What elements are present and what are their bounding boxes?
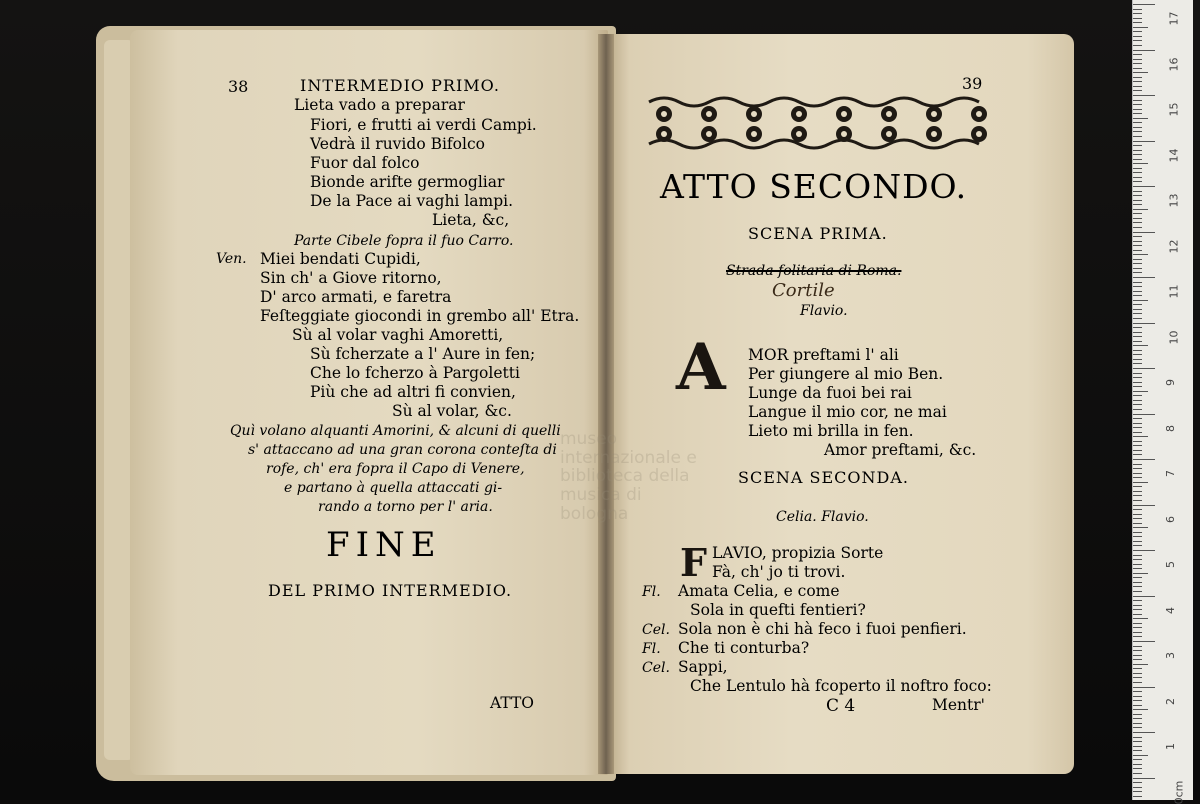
ruler-number: 3 <box>1164 652 1177 659</box>
ruler-tick <box>1133 727 1142 728</box>
ruler-tick <box>1133 650 1142 651</box>
ruler-tick <box>1133 13 1142 14</box>
ruler-tick <box>1133 336 1142 337</box>
ruler-tick <box>1133 204 1142 205</box>
ruler-tick <box>1133 40 1142 41</box>
scene-characters: Celia. Flavio. <box>776 509 869 525</box>
ruler-tick <box>1133 127 1142 128</box>
handwritten-correction: Cortile <box>772 280 835 301</box>
ruler-tick <box>1133 454 1142 455</box>
ruler-tick <box>1133 159 1142 160</box>
stage-direction: s' attaccano ad una gran corona conteſta di <box>248 442 557 458</box>
stage-direction: Parte Cibele fopra il fuo Carro. <box>294 233 514 249</box>
ruler-tick <box>1133 700 1142 701</box>
verse-line: Più che ad altri fi convien, <box>310 383 516 401</box>
verse-line: D' arco armati, e faretra <box>260 288 452 306</box>
ruler-tick <box>1133 81 1142 82</box>
ruler-tick <box>1133 363 1142 364</box>
ruler-tick <box>1133 696 1142 697</box>
ruler-number: 17 <box>1167 11 1181 26</box>
verse-line: Sù al volar vaghi Amoretti, <box>292 326 504 344</box>
scene-title: SCENA PRIMA. <box>748 224 888 243</box>
ruler-tick <box>1133 181 1142 182</box>
signature-mark: C 4 <box>826 696 856 716</box>
ruler-tick <box>1133 791 1142 792</box>
ruler-tick <box>1133 145 1142 146</box>
dialogue-line: Fà, ch' jo ti trovi. <box>712 563 846 581</box>
speaker-label: Fl. <box>642 641 661 657</box>
ruler-tick <box>1133 245 1142 246</box>
measuring-ruler <box>1132 0 1193 804</box>
ruler-tick <box>1133 564 1142 565</box>
speaker-label: Cel. <box>642 622 670 638</box>
ruler-tick <box>1133 482 1148 483</box>
ruler-tick <box>1133 646 1142 647</box>
ruler-tick <box>1133 459 1155 460</box>
ruler-tick <box>1133 591 1142 592</box>
ruler-number: 15 <box>1167 102 1181 117</box>
ruler-tick <box>1133 623 1142 624</box>
left-page-number: 38 <box>228 77 249 96</box>
ruler-tick <box>1133 200 1142 201</box>
verse-line: Lieta vado a preparar <box>294 96 465 114</box>
aria-line: Lunge da fuoi bei rai <box>748 384 912 402</box>
ruler-tick <box>1133 409 1142 410</box>
ruler-tick <box>1133 609 1142 610</box>
dialogue-line: Sappi, <box>678 658 728 676</box>
ruler-number: 0cm <box>1172 780 1186 804</box>
ruler-tick <box>1133 172 1142 173</box>
ruler-tick <box>1133 773 1142 774</box>
ruler-tick <box>1133 95 1155 96</box>
ruler-tick <box>1133 705 1142 706</box>
ruler-tick <box>1133 527 1148 528</box>
ruler-tick <box>1133 677 1142 678</box>
ruler-tick <box>1133 100 1142 101</box>
fine-subtitle: DEL PRIMO INTERMEDIO. <box>268 581 513 600</box>
ruler-tick <box>1133 659 1142 660</box>
ruler-tick <box>1133 541 1142 542</box>
ruler-tick <box>1133 141 1155 142</box>
ruler-number: 11 <box>1167 284 1181 299</box>
ruler-tick <box>1133 473 1142 474</box>
ruler-tick <box>1133 177 1142 178</box>
ruler-tick <box>1133 404 1142 405</box>
ruler-tick <box>1133 691 1142 692</box>
ruler-tick <box>1133 45 1142 46</box>
ruler-tick <box>1133 309 1142 310</box>
ruler-number: 7 <box>1164 470 1177 477</box>
verse-line: Fuor dal folco <box>310 154 420 172</box>
ruler-tick <box>1133 286 1142 287</box>
verse-line: Fiori, e frutti ai verdi Campi. <box>310 116 537 134</box>
ruler-tick <box>1133 268 1142 269</box>
ruler-tick <box>1133 632 1142 633</box>
stage-direction: Quì volano alquanti Amorini, & alcuni di quelli <box>230 423 561 439</box>
ruler-tick <box>1133 737 1142 738</box>
ruler-tick <box>1133 718 1142 719</box>
ruler-tick <box>1133 464 1142 465</box>
ruler-tick <box>1133 655 1142 656</box>
ruler-tick <box>1133 782 1142 783</box>
ruler-tick <box>1133 573 1148 574</box>
ruler-tick <box>1133 373 1142 374</box>
scene-setting-struck: Strada folitaria di Roma. <box>726 263 902 279</box>
ruler-tick <box>1133 77 1142 78</box>
ruler-tick <box>1133 514 1142 515</box>
ruler-number: 10 <box>1167 330 1181 344</box>
ruler-tick <box>1133 313 1142 314</box>
verse-line: Bionde arifte germogliar <box>310 173 505 191</box>
ruler-tick <box>1133 195 1142 196</box>
ruler-tick <box>1133 495 1142 496</box>
ruler-tick <box>1133 154 1142 155</box>
catchword: ATTO <box>490 694 535 712</box>
ruler-tick <box>1133 254 1148 255</box>
ruler-number: 8 <box>1164 424 1177 432</box>
ruler-number: 14 <box>1167 148 1181 162</box>
ruler-tick <box>1133 764 1142 765</box>
ruler-number: 1 <box>1164 743 1177 750</box>
ruler-tick <box>1133 104 1142 105</box>
ruler-tick <box>1133 600 1142 601</box>
ruler-tick <box>1133 746 1142 747</box>
ruler-tick <box>1133 150 1142 151</box>
ruler-tick <box>1133 191 1142 192</box>
ruler-tick <box>1133 59 1142 60</box>
ruler-tick <box>1133 90 1142 91</box>
ruler-tick <box>1133 186 1155 187</box>
speaker-label: Cel. <box>642 660 670 676</box>
ruler-tick <box>1133 400 1142 401</box>
ruler-tick <box>1133 468 1142 469</box>
ruler-tick <box>1133 209 1148 210</box>
ruler-tick <box>1133 555 1142 556</box>
ruler-tick <box>1133 559 1142 560</box>
ruler-tick <box>1133 295 1142 296</box>
ruler-tick <box>1133 368 1155 369</box>
dialogue-line: Sola non è chi hà feco i fuoi penfieri. <box>678 620 967 638</box>
ruler-tick <box>1133 582 1142 583</box>
ruler-tick <box>1133 532 1142 533</box>
aria-line: Amor preftami, &c. <box>824 441 977 459</box>
ruler-number: 13 <box>1167 193 1181 208</box>
ruler-tick <box>1133 222 1142 223</box>
ruler-tick <box>1133 627 1142 628</box>
fine-heading: FINE <box>326 525 442 565</box>
ruler-tick <box>1133 500 1142 501</box>
ruler-tick <box>1133 586 1142 587</box>
verse-line: Sù fcherzate a l' Aure in fen; <box>310 345 536 363</box>
ruler-tick <box>1133 277 1155 278</box>
ruler-number: 9 <box>1164 379 1177 386</box>
ruler-tick <box>1133 445 1142 446</box>
ruler-tick <box>1133 759 1142 760</box>
ruler-tick <box>1133 741 1142 742</box>
ruler-tick <box>1133 723 1142 724</box>
ruler-tick <box>1133 787 1142 788</box>
ruler-tick <box>1133 304 1142 305</box>
ruler-tick <box>1133 545 1142 546</box>
ruler-tick <box>1133 450 1142 451</box>
dialogue-line: Che Lentulo hà fcoperto il noftro foco: <box>690 677 992 695</box>
ruler-number: 16 <box>1167 57 1181 71</box>
ruler-tick <box>1133 796 1142 797</box>
dialogue-line: LAVIO, propizia Sorte <box>712 544 884 562</box>
ruler-tick <box>1133 505 1155 506</box>
ruler-tick <box>1133 68 1142 69</box>
ruler-tick <box>1133 327 1142 328</box>
ruler-tick <box>1133 518 1142 519</box>
verse-line: Che lo fcherzo à Pargoletti <box>310 364 520 382</box>
ruler-tick <box>1133 63 1142 64</box>
ruler-tick <box>1133 436 1148 437</box>
ruler-tick <box>1133 778 1155 779</box>
ruler-tick <box>1133 341 1142 342</box>
ruler-tick <box>1133 709 1148 710</box>
ruler-tick <box>1133 596 1155 597</box>
aria-line: Lieto mi brilla in fen. <box>748 422 914 440</box>
ruler-tick <box>1133 636 1142 637</box>
ruler-tick <box>1133 664 1148 665</box>
left-running-head: INTERMEDIO PRIMO. <box>300 76 500 95</box>
library-watermark: museo internazionale e biblioteca della musica di bologna <box>560 429 697 524</box>
ruler-tick <box>1133 382 1142 383</box>
ruler-tick <box>1133 750 1142 751</box>
ruler-tick <box>1133 673 1142 674</box>
ruler-tick <box>1133 118 1148 119</box>
ruler-tick <box>1133 122 1142 123</box>
ruler-tick <box>1133 31 1142 32</box>
ruler-tick <box>1133 618 1148 619</box>
ruler-tick <box>1133 54 1142 55</box>
drop-cap-F: F <box>680 540 707 585</box>
ruler-tick <box>1133 577 1142 578</box>
aria-line: MOR preftami l' ali <box>748 346 899 364</box>
verse-line: Lieta, &c, <box>432 211 510 229</box>
ruler-tick <box>1133 236 1142 237</box>
dialogue-line: Sola in quefti fentieri? <box>690 601 866 619</box>
aria-line: Langue il mio cor, ne mai <box>748 403 947 421</box>
ruler-tick <box>1133 136 1142 137</box>
ruler-tick <box>1133 486 1142 487</box>
ruler-tick <box>1133 113 1142 114</box>
ruler-tick <box>1133 22 1142 23</box>
ruler-tick <box>1133 377 1142 378</box>
ruler-tick <box>1133 318 1142 319</box>
ruler-tick <box>1133 27 1148 28</box>
ruler-tick <box>1133 213 1142 214</box>
aria-line: Per giungere al mio Ben. <box>748 365 944 383</box>
ruler-tick <box>1133 441 1142 442</box>
ruler-tick <box>1133 568 1142 569</box>
ruler-tick <box>1133 359 1142 360</box>
ruler-tick <box>1133 641 1155 642</box>
verse-line: Sù al volar, &c. <box>392 402 512 420</box>
speaker-label: Fl. <box>642 584 661 600</box>
stage-direction: rando a torno per l' aria. <box>318 499 493 515</box>
ruler-tick <box>1133 732 1155 733</box>
ruler-tick <box>1133 259 1142 260</box>
ruler-tick <box>1133 550 1155 551</box>
ornamental-headpiece <box>639 92 995 154</box>
speaker-label: Ven. <box>216 251 247 267</box>
ruler-tick <box>1133 9 1142 10</box>
ruler-tick <box>1133 72 1148 73</box>
ruler-tick <box>1133 509 1142 510</box>
ruler-tick <box>1133 263 1142 264</box>
ruler-tick <box>1133 755 1148 756</box>
ruler-tick <box>1133 391 1148 392</box>
act-title: ATTO SECONDO. <box>660 167 968 206</box>
ruler-tick <box>1133 250 1142 251</box>
ruler-tick <box>1133 386 1142 387</box>
ruler-number: 2 <box>1164 697 1177 705</box>
book-gutter <box>598 34 614 774</box>
ruler-tick <box>1133 768 1142 769</box>
ruler-number: 6 <box>1164 515 1177 523</box>
ruler-tick <box>1133 668 1142 669</box>
ruler-tick <box>1133 350 1142 351</box>
stage-direction: e partano à quella attaccati gi- <box>284 480 503 496</box>
verse-line: Sin ch' a Giove ritorno, <box>260 269 442 287</box>
ruler-tick <box>1133 423 1142 424</box>
ruler-tick <box>1133 605 1142 606</box>
ruler-tick <box>1133 714 1142 715</box>
ruler-tick <box>1133 418 1142 419</box>
ruler-tick <box>1133 282 1142 283</box>
ruler-tick <box>1133 291 1142 292</box>
ruler-number: 4 <box>1164 606 1177 614</box>
verse-line: Feſteggiate giocondi in grembo all' Etra. <box>260 307 580 325</box>
ruler-tick <box>1133 414 1155 415</box>
ruler-tick <box>1133 218 1142 219</box>
ruler-tick <box>1133 241 1142 242</box>
verse-line: Miei bendati Cupidi, <box>260 250 421 268</box>
ruler-tick <box>1133 50 1155 51</box>
dialogue-line: Che ti conturba? <box>678 639 810 657</box>
ruler-tick <box>1133 332 1142 333</box>
scene-title: SCENA SECONDA. <box>738 468 909 487</box>
ruler-tick <box>1133 536 1142 537</box>
ruler-tick <box>1133 227 1142 228</box>
ruler-tick <box>1133 131 1142 132</box>
ruler-number: 5 <box>1164 561 1177 568</box>
scene-character: Flavio. <box>800 303 848 319</box>
ruler-tick <box>1133 86 1142 87</box>
drop-cap-A: A <box>676 330 726 405</box>
ruler-tick <box>1133 432 1142 433</box>
ruler-tick <box>1133 36 1142 37</box>
dialogue-line: Amata Celia, e come <box>678 582 840 600</box>
ruler-tick <box>1133 163 1148 164</box>
ruler-tick <box>1133 687 1155 688</box>
ruler-tick <box>1133 354 1142 355</box>
ruler-tick <box>1133 232 1155 233</box>
ruler-number: 12 <box>1167 239 1181 253</box>
ruler-tick <box>1133 272 1142 273</box>
ruler-tick <box>1133 523 1142 524</box>
ruler-tick <box>1133 345 1148 346</box>
ruler-tick <box>1133 427 1142 428</box>
ruler-tick <box>1133 168 1142 169</box>
ruler-tick <box>1133 682 1142 683</box>
ruler-tick <box>1133 395 1142 396</box>
ruler-tick <box>1133 4 1155 5</box>
stage-direction: rofe, ch' era fopra il Capo di Venere, <box>266 461 525 477</box>
ruler-tick <box>1133 300 1148 301</box>
ruler-tick <box>1133 323 1155 324</box>
right-page-number: 39 <box>962 74 983 93</box>
ruler-tick <box>1133 614 1142 615</box>
verse-line: De la Pace ai vaghi lampi. <box>310 192 514 210</box>
ruler-tick <box>1133 109 1142 110</box>
verse-line: Vedrà il ruvido Bifolco <box>310 135 485 153</box>
catchword: Mentr' <box>932 696 985 714</box>
ruler-tick <box>1133 18 1142 19</box>
ruler-tick <box>1133 477 1142 478</box>
ruler-tick <box>1133 491 1142 492</box>
